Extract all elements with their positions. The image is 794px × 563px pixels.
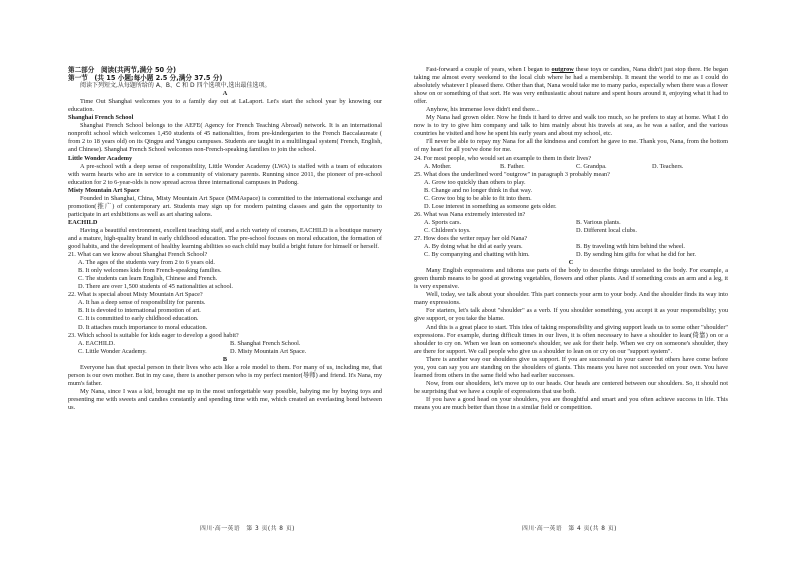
passage-c-paragraph-3: For starters, let's talk about "shoulder" as a verb. If you shoulder something, you accept it as your responsibility; you give support, or you take the blame. xyxy=(414,307,728,323)
option-24-b: B. Father. xyxy=(500,162,525,170)
question-24: 24. For most people, who would set an example to them in their lives? xyxy=(414,154,592,162)
passage-c-letter: C xyxy=(568,259,574,267)
passage-c-paragraph-4: And this is a great place to start. This idea of taking responsibility and giving support leads us to some other "shoulder" expressions. For example, during difficult times in our lives, it is often necessary to have a shoulder to lean(倚靠) on or a shoulder to cry on. When we lean on someone's shoulder, we ask for their help. When we cry on someone's shoulder, they are there for support. We call people who give us a shoulder to lean on or cry on our "support system". xyxy=(414,323,728,355)
passage-b-letter: B xyxy=(222,355,228,363)
passage-c-paragraph-6: Now, from our shoulders, let's move up to our heads. Our heads are centered between our shoulders. So, it should not be surprising that we have a couple of expressions that use both. xyxy=(414,379,728,395)
option-23-a: A. EACHILD. xyxy=(78,339,115,347)
page-footer-left: 四川·高一英语 第 3 页(共 8 页) xyxy=(200,526,295,532)
part1-title: 第一节 (共 15 小题;每小题 2.5 分,满分 37.5 分) xyxy=(68,74,223,83)
passage-b-paragraph-4: Anyhow, his immense love didn't end there... xyxy=(426,106,540,114)
school-title-4: EACHILD xyxy=(68,218,98,226)
passage-c-paragraph-1: Many English expressions and idioms use parts of the body to describe things unrelated to the body. For example, a green thumb means to be good at growing vegetables, flowers and other plants. And if something costs an arm and a leg, it is very expensive. xyxy=(414,267,728,291)
options-27-row-1 xyxy=(414,243,728,251)
option-25-c: C. Grow too big to be able to fit into them. xyxy=(424,194,532,202)
passage-b-paragraph-3 xyxy=(414,66,728,106)
option-25-d: D. Lose interest in something as someone gets older. xyxy=(424,202,557,210)
option-25-b: B. Change and no longer think in that way. xyxy=(424,186,533,194)
option-27-d: D. By sending him gifts for what he did for her. xyxy=(576,251,696,259)
option-26-d: D. Different local clubs. xyxy=(576,226,637,234)
option-24-d: D. Teachers. xyxy=(652,162,684,170)
option-21-c: C. The students can learn English, Chinese and French. xyxy=(78,275,218,283)
school-body-2: A pre-school with a deep sense of responsibility, Little Wonder Academy (LWA) is staffed with a team of educators with warm hearts who are in service to a community of visionary parents. Running since 2011, the pioneer of pre-school education for 2 to 6-year-olds is now spread across three international campuses in Pudong. xyxy=(68,162,382,186)
school-body-1: Shanghai French School belongs to the AEFE( Agency for French Teaching Abroad) network. It is an international nonprofit school which welcomes 1,450 students of 45 nationalities, from pre-kindergarten to the French Baccalaureate ( from 2 to 18 years old) on its Qingpu and Yangpu campuses. Students are taught in a multilingual system( French, English, and Chinese). Shanghai French School welcomes non-French-speaking families to join the school. xyxy=(68,122,382,154)
passage-b-paragraph-1: Everyone has that special person in their lives who acts like a role model to them. For many of us, including me, that person is our own mother. But in my case, there is another person who is my perfect mentor(导师) and friend. It's Nana, my mum's father. xyxy=(68,363,382,387)
option-27-a: A. By doing what he did at early years. xyxy=(424,243,523,251)
options-23-row-2 xyxy=(68,348,382,356)
passage-c-paragraph-7: If you have a good head on your shoulders, you are thoughtful and smart and you often achieve success in life. This means you are much better than those in a similar field or competition. xyxy=(414,395,728,411)
option-22-d: D. It attaches much importance to moral education. xyxy=(78,323,208,331)
options-24-row xyxy=(414,163,728,171)
passage-b-paragraph-2: My Nana, since I was a kid, brought me up in the most unforgettable way possible, babying me by buying toys and presenting me with sweets and candies constantly and spending time with me, which created an everlasting bond between us. xyxy=(68,387,382,411)
passage-a-letter: A xyxy=(222,90,228,98)
school-body-3: Founded in Shanghai, China, Misty Mountain Art Space (MMAspace) is committed to the international exchange and promotion(推广) of contemporary art. Students may sign up for modern painting classes and gain the opportunity to participate in art exhibitions as well as art sharing salons. xyxy=(68,194,382,218)
paragraph-3-rest: these toys or candies, Nana didn't just stop there. He began taking me almost every weekend to the local club where he had a membership. It meant the world to me as I could do absolutely whatever I pleased there. Other than that, Nana would take me to many parks, especially when there was a flower show on or something of that sort. He was very enthusiastic about nature and spent hours around it, enjoying what it had to offer. xyxy=(414,66,729,106)
passage-a-intro: Time Out Shanghai welcomes you to a family day out at LaLaport. Let's start the school year by knowing our education. xyxy=(68,98,382,114)
question-27: 27. How does the writer repay her old Nana? xyxy=(414,234,528,242)
passage-b-paragraph-6: I'll never be able to repay my Nana for all the kindness and comfort he gave to me. Thank you, Nana, from the bottom of my heart for all you've done for me. xyxy=(414,138,728,154)
option-21-d: D. There are over 1,500 students of 45 nationalities at school. xyxy=(78,283,233,291)
option-26-c: C. Children's toys. xyxy=(424,226,471,234)
options-26-row-2 xyxy=(414,227,728,235)
option-25-a: A. Grow too quickly than others to play. xyxy=(424,178,526,186)
option-22-a: A. It has a deep sense of responsibility for parents. xyxy=(78,299,206,307)
page-footer-right: 四川·高一英语 第 4 页(共 8 页) xyxy=(522,526,617,532)
option-26-a: A. Sports cars. xyxy=(424,218,462,226)
right-column xyxy=(414,66,728,412)
option-23-d: D. Misty Mountain Art Space. xyxy=(230,347,307,355)
options-27-row-2 xyxy=(414,251,728,259)
option-24-c: C. Grandpa. xyxy=(576,162,607,170)
option-23-c: C. Little Wonder Academy. xyxy=(78,347,147,355)
question-26: 26. What was Nana extremely interested in? xyxy=(414,210,526,218)
option-21-b: B. It only welcomes kids from French-speaking families. xyxy=(78,267,222,275)
school-body-4: Having a beautiful environment, excellent teaching staff, and a rich variety of courses, EACHILD is a boutique nursery and a mature, high-quality brand in early childhood education. The pre-school focuses on moral education, the formation of good habits, and the development of healthy learning abilities so each child may build a bright future for himself or herself. xyxy=(68,226,382,251)
underlined-word-outgrow: outgrow xyxy=(551,66,574,73)
instruction: 阅读下列短文,从每题所给的 A、B、C 和 D 四个选项中,选出最佳选项。 xyxy=(80,82,271,90)
paragraph-3-start: Fast-forward a couple of years, when I began to xyxy=(426,66,552,73)
option-23-b: B. Shanghai French School. xyxy=(230,339,301,347)
option-22-c: C. It is committed to early childhood education. xyxy=(78,315,199,323)
option-21-a: A. The ages of the students vary from 2 to 6 years old. xyxy=(78,259,215,267)
question-25: 25. What does the underlined word "outgrow" in paragraph 3 probably mean? xyxy=(414,170,610,178)
school-title-1: Shanghai French School xyxy=(68,114,134,122)
school-title-3: Misty Mountain Art Space xyxy=(68,186,140,194)
question-22: 22. What is special about Misty Mountain Art Space? xyxy=(68,291,203,299)
option-27-b: B. By traveling with him behind the wheel. xyxy=(576,243,685,251)
passage-c-paragraph-2: Well, today, we talk about your shoulder. This part connects your arm to your body. And the shoulder finds its way into many expressions. xyxy=(414,291,728,307)
school-title-2: Little Wonder Academy xyxy=(68,154,133,162)
option-26-b: B. Various plants. xyxy=(576,218,621,226)
section-title: 第二部分 阅读(共两节,满分 50 分) xyxy=(68,66,177,74)
option-22-b: B. It is devoted to international promotion of art. xyxy=(78,307,201,315)
option-24-a: A. Mother. xyxy=(424,162,452,170)
question-23: 23. Which school is suitable for kids eager to develop a good habit? xyxy=(68,331,239,339)
options-26-row-1 xyxy=(414,219,728,227)
option-27-c: C. By companying and chatting with him. xyxy=(424,251,530,259)
passage-c-paragraph-5: There is another way our shoulders give us support. If you are successful in your career but others have come before you, you can say you are standing on the shoulders of giants. This means you have not succeeded on your own. You have learned from others in the same field who had earlier successes. xyxy=(414,355,728,379)
left-column xyxy=(68,66,382,412)
passage-b-paragraph-5: My Nana had grown older. Now he finds it hard to drive and walk too much, so he prefers to stay at home. What I do now is to try to give him company and talk to him mainly about his travels at sea, as he was a sailor, and the various countries he visited and how he spent his early years and about my school, etc. xyxy=(414,114,728,138)
question-21: 21. What can we know about Shanghai French School? xyxy=(68,251,208,259)
options-23-row-1 xyxy=(68,340,382,348)
